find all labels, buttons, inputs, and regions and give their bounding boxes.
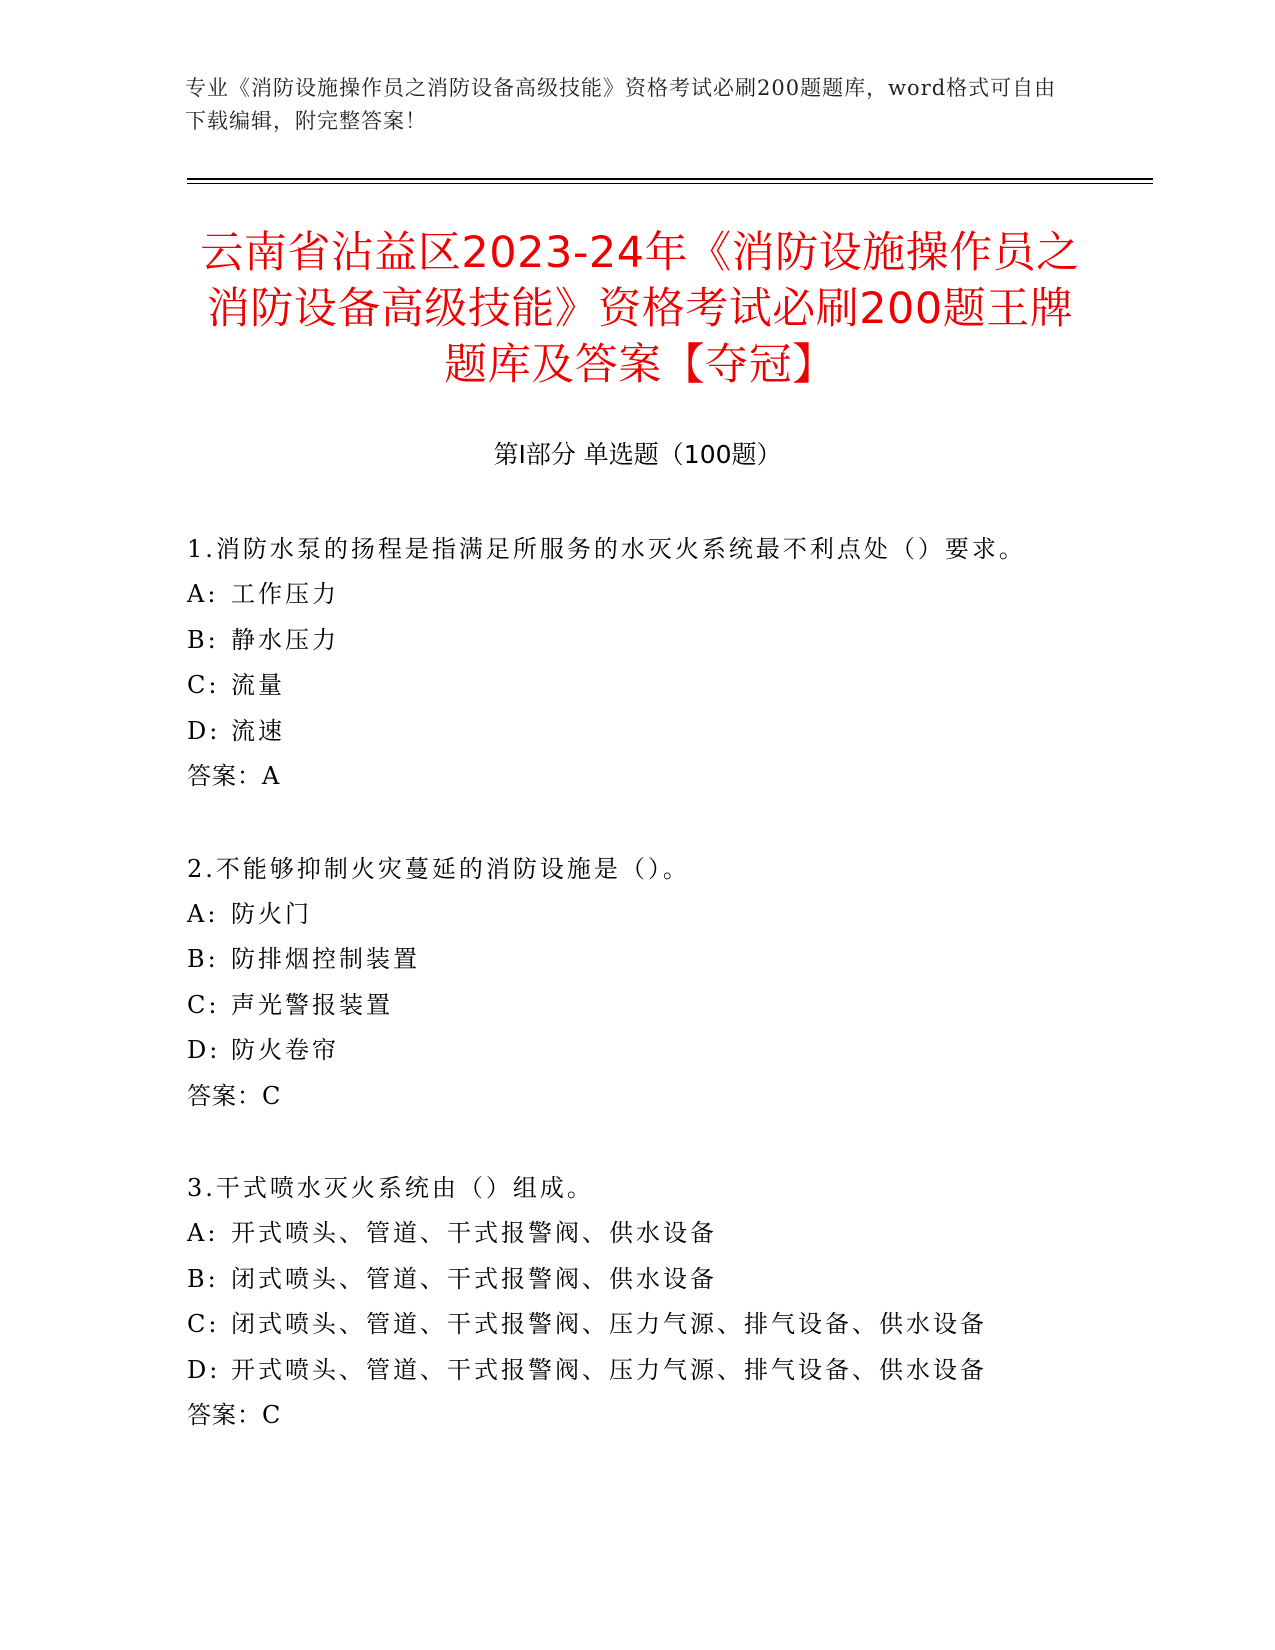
option-text: 静水压力 — [231, 625, 339, 654]
option-key: B: — [187, 945, 219, 973]
option-b — [187, 618, 1067, 664]
option-text: 声光警报装置 — [231, 990, 393, 1019]
header-note: 专业《消防设施操作员之消防设备高级技能》资格考试必刷200题题库，word格式可自由下载编辑，附完整答案！ — [185, 76, 1057, 133]
option-text: 开式喷头、管道、干式报警阀、供水设备 — [231, 1219, 717, 1247]
option-key: B: — [187, 625, 219, 654]
answer-value: A — [262, 762, 281, 790]
option-key: D: — [187, 1355, 221, 1384]
question-stem: 3.干式喷水灭火系统由（）组成。 — [187, 1174, 594, 1202]
document-title: 云南省沾益区2023-24年《消防设施操作员之消防设备高级技能》资格考试必刷200题王牌题库及答案【夺冠】 — [200, 228, 1080, 390]
option-b — [187, 1257, 1067, 1303]
answer-line — [187, 754, 1067, 800]
option-c — [187, 983, 1067, 1029]
header-divider — [187, 178, 1153, 180]
header-divider-thin — [187, 183, 1153, 184]
option-d — [187, 1348, 1067, 1394]
question-stem: 1.消防水泵的扬程是指满足所服务的水灭火系统最不利点处（）要求。 — [187, 535, 1026, 563]
option-a — [187, 892, 1067, 938]
option-key: B: — [187, 1264, 219, 1293]
option-text: 开式喷头、管道、干式报警阀、压力气源、排气设备、供水设备 — [231, 1355, 987, 1384]
option-a — [187, 1211, 1067, 1257]
answer-label: 答案： — [187, 762, 262, 790]
option-text: 防火卷帘 — [231, 1036, 339, 1064]
option-text: 工作压力 — [231, 580, 339, 608]
section-title: 第I部分 单选题（100题） — [493, 440, 782, 469]
question-stem: 2.不能够抑制火灾蔓延的消防设施是（）。 — [187, 854, 690, 883]
option-key: A: — [187, 580, 219, 608]
answer-value: C — [262, 1081, 282, 1110]
option-key: D: — [187, 716, 221, 745]
option-key: A: — [187, 899, 219, 928]
option-text: 闭式喷头、管道、干式报警阀、压力气源、排气设备、供水设备 — [231, 1310, 987, 1338]
option-key: A: — [187, 1219, 219, 1247]
option-key: C: — [187, 990, 220, 1019]
option-text: 闭式喷头、管道、干式报警阀、供水设备 — [231, 1264, 717, 1293]
option-key: D: — [187, 1036, 221, 1064]
option-key: C: — [187, 1310, 220, 1338]
option-a — [187, 572, 1067, 618]
answer-label: 答案： — [187, 1401, 262, 1429]
option-key: C: — [187, 671, 220, 699]
option-b — [187, 937, 1067, 983]
question-2 — [187, 846, 1067, 1120]
option-c — [187, 663, 1067, 709]
option-d — [187, 1028, 1067, 1074]
answer-line — [187, 1393, 1067, 1439]
question-list — [187, 526, 1067, 1485]
option-text: 流速 — [231, 716, 285, 745]
option-c — [187, 1302, 1067, 1348]
answer-value: C — [262, 1401, 282, 1429]
option-text: 防排烟控制装置 — [231, 945, 420, 973]
option-text: 防火门 — [231, 899, 312, 928]
option-text: 流量 — [231, 671, 285, 699]
answer-label: 答案： — [187, 1081, 262, 1110]
option-d — [187, 709, 1067, 755]
answer-line — [187, 1074, 1067, 1120]
question-1 — [187, 526, 1067, 800]
question-3 — [187, 1165, 1067, 1439]
